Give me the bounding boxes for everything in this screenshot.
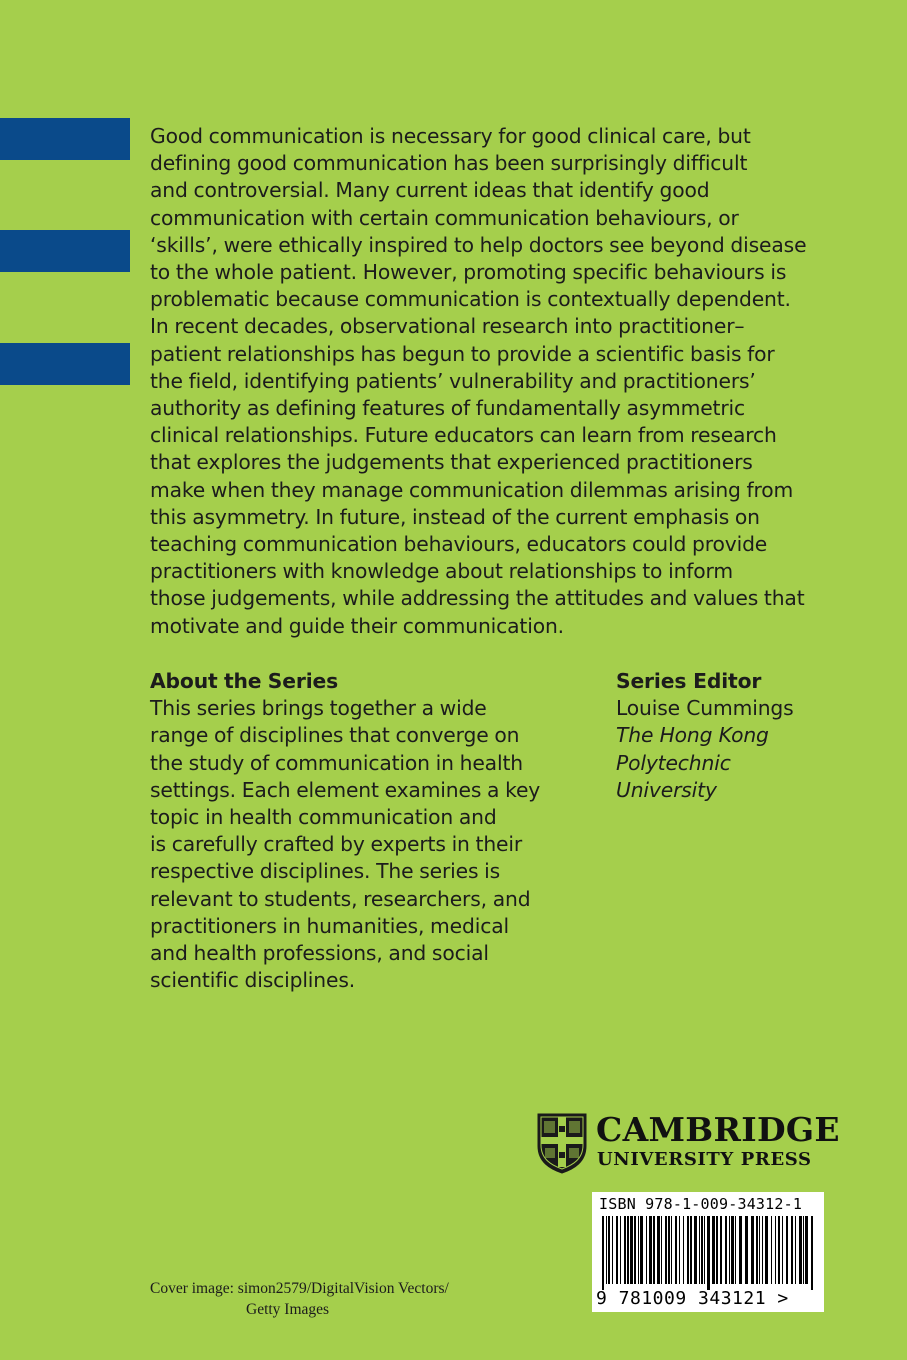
blurb-line: communication with certain communication behaviours, or (150, 205, 739, 230)
publisher-logo (536, 1110, 840, 1176)
publisher-name: CAMBRIDGE (596, 1110, 840, 1149)
blurb-line: this asymmetry. In future, instead of the current emphasis on (150, 504, 760, 529)
about-series-line: This series brings together a wide (150, 696, 487, 721)
barcode-bar (616, 1216, 618, 1284)
isbn-barcode (592, 1192, 824, 1312)
barcode-bar (620, 1216, 621, 1284)
barcode-bar (668, 1216, 670, 1284)
barcode-bar (707, 1216, 710, 1290)
blurb-line: practitioners with knowledge about relationships to inform (150, 559, 733, 584)
about-series-line: respective disciplines. The series is (150, 859, 501, 884)
barcode-bar (720, 1216, 722, 1284)
barcode-bar (759, 1216, 760, 1284)
blurb-line: teaching communication behaviours, educators could provide (150, 532, 768, 557)
about-series-line: the study of communication in health (150, 750, 523, 775)
about-series-line: range of disciplines that converge on (150, 723, 520, 748)
affiliation-line: Polytechnic (616, 750, 731, 775)
blurb-line: that explores the judgements that experienced practitioners (150, 450, 753, 475)
barcode-bar (725, 1216, 727, 1284)
blurb-line: those judgements, while addressing the attitudes and values that (150, 586, 805, 611)
barcode-bar (729, 1216, 730, 1284)
barcode-bar (699, 1216, 700, 1284)
cover-credit-line-1: Cover image: simon2579/DigitalVision Vectors/ (150, 1280, 449, 1297)
blurb-line: In recent decades, observational research into practitioner– (150, 314, 745, 339)
barcode-bar (608, 1216, 610, 1284)
about-series-line: settings. Each element examines a key (150, 777, 541, 802)
barcode-bar (791, 1216, 793, 1284)
barcode-bars (600, 1216, 816, 1290)
about-series-text (150, 695, 590, 994)
accent-bar-middle (0, 230, 130, 272)
barcode-bar (778, 1216, 780, 1284)
series-editor-heading: Series Editor (616, 669, 762, 693)
barcode-bar (756, 1216, 758, 1284)
barcode-bar (687, 1216, 689, 1284)
barcode-bar (634, 1216, 636, 1284)
barcode-bar (786, 1216, 788, 1284)
accent-bar-bottom (0, 343, 130, 385)
barcode-bar (661, 1216, 662, 1284)
barcode-bar (665, 1216, 667, 1284)
isbn-label: ISBN 978-1-009-34312-1 (599, 1195, 803, 1213)
barcode-bar (602, 1216, 604, 1290)
blurb-line: defining good communication has been surprisingly difficult (150, 151, 748, 176)
blurb-line: motivate and guide their communication. (150, 613, 564, 638)
barcode-bar (612, 1216, 613, 1284)
affiliation-line: University (616, 777, 717, 802)
barcode-bar (745, 1216, 748, 1284)
blurb-line: patient relationships has begun to provide a scientific basis for (150, 341, 775, 366)
about-series-line: and health professions, and social (150, 941, 489, 966)
book-blurb (150, 123, 830, 640)
series-editor (616, 668, 866, 804)
barcode-bar (799, 1216, 802, 1284)
cambridge-crest-icon (536, 1112, 588, 1174)
blurb-line: clinical relationships. Future educators can learn from research (150, 423, 777, 448)
cover-image-credit (150, 1278, 510, 1320)
barcode-bar (803, 1216, 804, 1284)
barcode-bar (712, 1216, 715, 1284)
barcode-bar (624, 1216, 626, 1284)
barcode-bar (811, 1216, 813, 1290)
barcode-bar (765, 1216, 768, 1284)
barcode-bar (657, 1216, 660, 1284)
barcode-bar (630, 1216, 633, 1284)
series-editor-affiliation (616, 722, 866, 804)
blurb-line: to the whole patient. However, promoting specific behaviours is (150, 260, 787, 285)
blurb-line: the field, identifying patients’ vulnerability and practitioners’ (150, 368, 756, 393)
barcode-bar (771, 1216, 772, 1284)
barcode-bar (739, 1216, 742, 1284)
barcode-bar (716, 1216, 718, 1284)
publisher-subtitle: UNIVERSITY PRESS (597, 1149, 812, 1170)
cover-credit-line-2: Getty Images (246, 1301, 330, 1318)
barcode-bar (731, 1216, 734, 1284)
barcode-bar (735, 1216, 736, 1284)
ean-digits: 9 781009 343121 > (596, 1288, 789, 1309)
blurb-line: problematic because communication is contextually dependent. (150, 287, 791, 312)
barcode-bar (638, 1216, 639, 1284)
barcode-bar (751, 1216, 754, 1284)
blurb-line: make when they manage communication dilemmas arising from (150, 477, 794, 502)
barcode-bar (775, 1216, 776, 1284)
barcode-bar (649, 1216, 652, 1284)
about-series-line: scientific disciplines. (150, 968, 356, 993)
barcode-bar (653, 1216, 655, 1284)
barcode-bar (606, 1216, 607, 1284)
blurb-line: ‘skills’, were ethically inspired to help doctors see beyond disease (150, 232, 807, 257)
about-series-line: topic in health communication and (150, 805, 497, 830)
barcode-bar (805, 1216, 808, 1284)
about-series-line: is carefully crafted by experts in their (150, 832, 523, 857)
barcode-bar (795, 1216, 796, 1284)
barcode-bar (640, 1216, 643, 1284)
barcode-bar (690, 1216, 692, 1284)
about-series-line: relevant to students, researchers, and (150, 886, 531, 911)
affiliation-line: The Hong Kong (616, 723, 769, 748)
series-editor-name: Louise Cummings (616, 696, 794, 721)
accent-bar-top (0, 118, 130, 160)
barcode-bar (694, 1216, 697, 1284)
about-the-series (150, 668, 590, 994)
barcode-bar (704, 1216, 705, 1284)
blurb-line: and controversial. Many current ideas that identify good (150, 178, 710, 203)
barcode-bar (671, 1216, 672, 1284)
barcode-bar (683, 1216, 684, 1284)
about-series-line: practitioners in humanities, medical (150, 913, 509, 938)
barcode-bar (646, 1216, 647, 1284)
barcode-bar (701, 1216, 703, 1284)
blurb-line: Good communication is necessary for good clinical care, but (150, 124, 751, 148)
blurb-line: authority as defining features of fundamentally asymmetric (150, 396, 746, 421)
barcode-bar (627, 1216, 629, 1284)
barcode-bar (675, 1216, 677, 1284)
barcode-bar (679, 1216, 680, 1284)
about-series-heading: About the Series (150, 669, 339, 693)
barcode-bar (782, 1216, 783, 1284)
barcode-bar (762, 1216, 763, 1284)
